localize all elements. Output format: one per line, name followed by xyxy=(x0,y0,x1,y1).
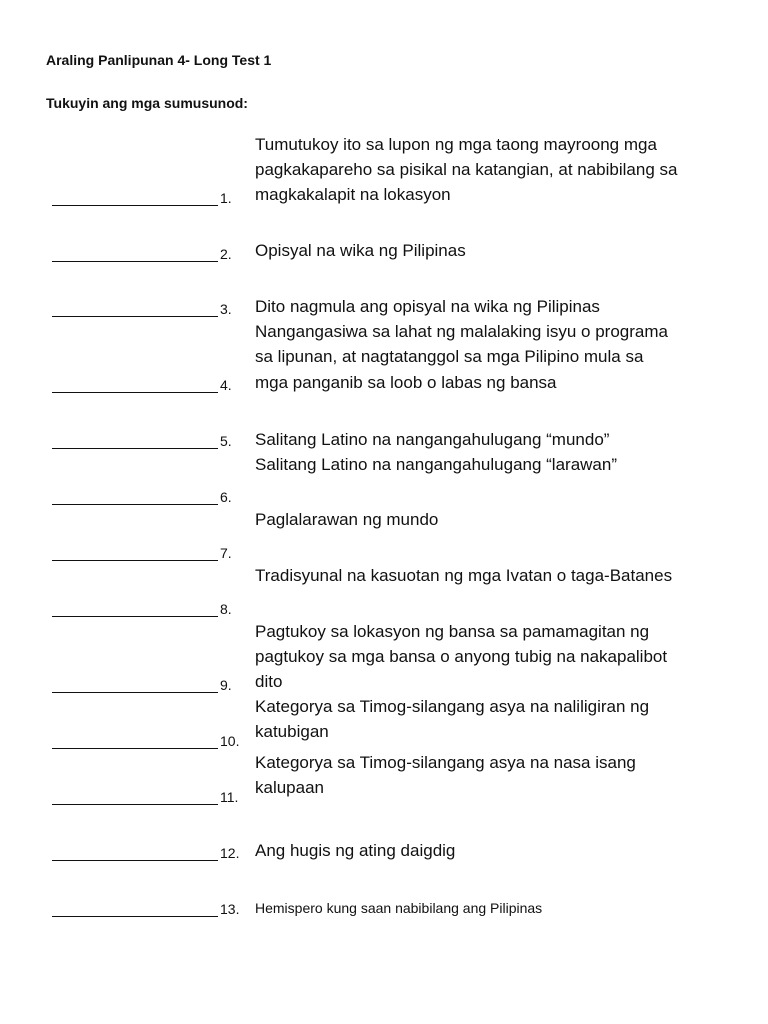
item-number-8: 8. xyxy=(220,601,232,617)
item-number-7: 7. xyxy=(220,545,232,561)
question-text-line: pagkakapareho sa pisikal na katangian, at nabibilang sa xyxy=(255,160,678,179)
question-text-line: Kategorya sa Timog-silangang asya na naliligiran ng xyxy=(255,697,650,716)
question-text-line: Pagtukoy sa lokasyon ng bansa sa pamamagitan ng xyxy=(255,622,650,641)
item-number-4: 4. xyxy=(220,377,232,393)
question-text-line: Dito nagmula ang opisyal na wika ng Pilipinas xyxy=(255,297,600,316)
question-text-line: Ang hugis ng ating daigdig xyxy=(255,841,456,860)
question-text-line: Tumutukoy ito sa lupon ng mga taong mayroong mga xyxy=(255,135,657,154)
question-text-line: kalupaan xyxy=(255,778,325,797)
item-number-10: 10. xyxy=(220,733,240,749)
answer-blank-7[interactable] xyxy=(52,560,218,561)
question-text-line: Salitang Latino na nangangahulugang “mundo” xyxy=(255,430,610,449)
question-text-line: katubigan xyxy=(255,722,329,741)
item-number-6: 6. xyxy=(220,489,232,505)
answer-blank-9[interactable] xyxy=(52,692,218,693)
question-text-line: sa lipunan, at nagtatanggol sa mga Pilipino mula sa xyxy=(255,347,644,366)
question-text-line: dito xyxy=(255,672,283,691)
answer-blank-6[interactable] xyxy=(52,504,218,505)
item-number-5: 5. xyxy=(220,433,232,449)
answer-blank-8[interactable] xyxy=(52,616,218,617)
item-number-2: 2. xyxy=(220,246,232,262)
question-text-line: pagtukoy sa mga bansa o anyong tubig na nakapalibot xyxy=(255,647,668,666)
question-text-line: Salitang Latino na nangangahulugang “larawan” xyxy=(255,455,618,474)
test-title: Araling Panlipunan 4- Long Test 1 xyxy=(46,52,272,68)
question-text-line: Paglalarawan ng mundo xyxy=(255,510,439,529)
question-text-line: Tradisyunal na kasuotan ng mga Ivatan o taga-Batanes xyxy=(255,566,673,585)
test-instruction: Tukuyin ang mga sumusunod: xyxy=(46,95,248,111)
item-number-12: 12. xyxy=(220,845,240,861)
answer-blank-5[interactable] xyxy=(52,448,218,449)
question-text-line: magkakalapit na lokasyon xyxy=(255,185,451,204)
answer-blank-10[interactable] xyxy=(52,748,218,749)
item-number-13: 13. xyxy=(220,901,240,917)
question-text-line: Hemispero kung saan nabibilang ang Pilipinas xyxy=(255,900,543,916)
question-text-line: mga panganib sa loob o labas ng bansa xyxy=(255,373,557,392)
question-text-line: Opisyal na wika ng Pilipinas xyxy=(255,241,466,260)
question-text-line: Nangangasiwa sa lahat ng malalaking isyu o programa xyxy=(255,322,668,341)
item-number-11: 11. xyxy=(220,789,239,805)
answer-blank-13[interactable] xyxy=(52,916,218,917)
answer-blank-4[interactable] xyxy=(52,392,218,393)
answer-blank-1[interactable] xyxy=(52,205,218,206)
answer-blank-11[interactable] xyxy=(52,804,218,805)
answer-blank-2[interactable] xyxy=(52,261,218,262)
item-number-1: 1. xyxy=(220,190,232,206)
answer-blank-3[interactable] xyxy=(52,316,218,317)
item-number-9: 9. xyxy=(220,677,232,693)
answer-blank-12[interactable] xyxy=(52,860,218,861)
item-number-3: 3. xyxy=(220,301,232,317)
question-text-line: Kategorya sa Timog-silangang asya na nasa isang xyxy=(255,753,636,772)
